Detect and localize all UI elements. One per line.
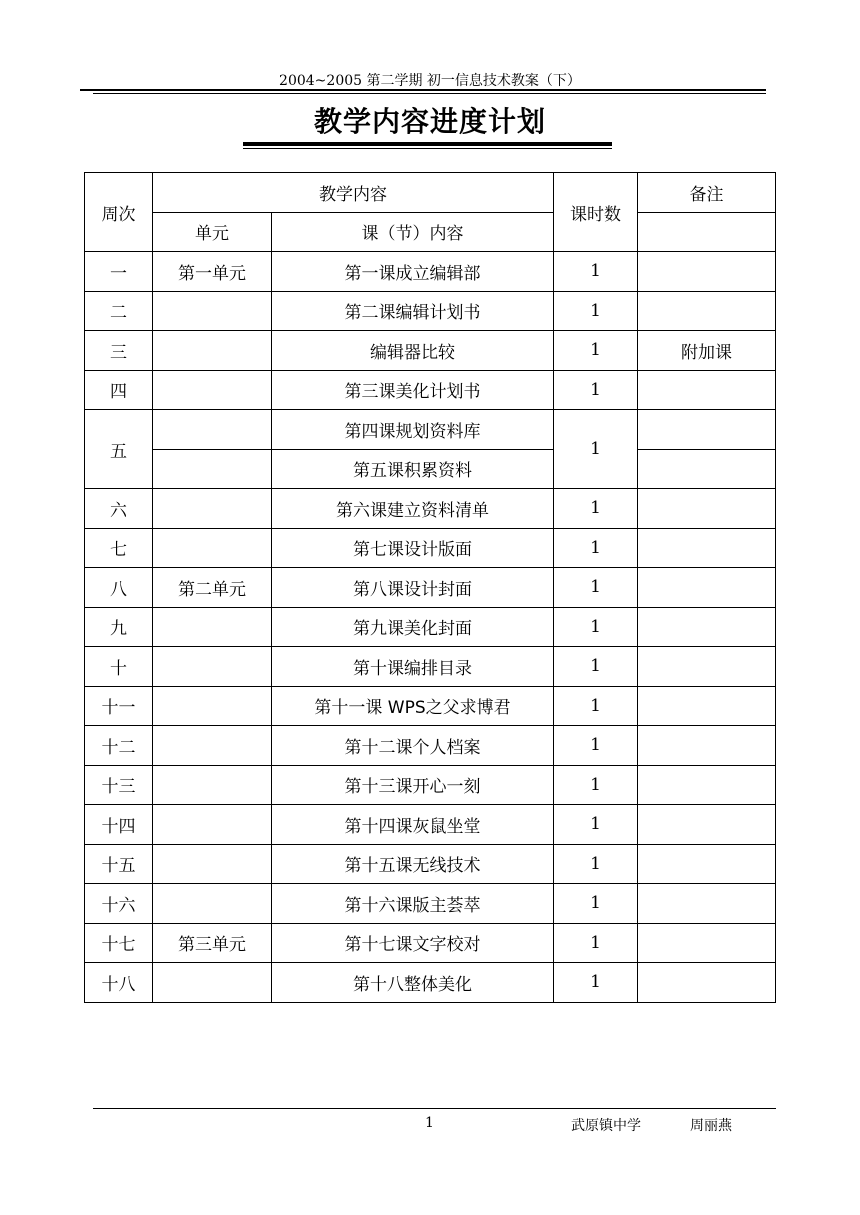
header-remark-blank xyxy=(638,212,776,252)
unit-cell xyxy=(153,291,272,331)
remark-cell xyxy=(638,963,776,1003)
table-row xyxy=(85,805,776,845)
remark-cell xyxy=(638,884,776,924)
header-remark: 备注 xyxy=(638,173,776,213)
lesson-cell: 第六课建立资料清单 xyxy=(272,489,554,529)
hours-cell: 1 xyxy=(554,765,638,805)
week-cell: 十七 xyxy=(85,923,153,963)
unit-cell xyxy=(153,805,272,845)
hours-cell: 1 xyxy=(554,844,638,884)
table-row xyxy=(85,647,776,687)
table-row xyxy=(85,568,776,608)
schedule-table xyxy=(84,172,776,1003)
header-unit: 单元 xyxy=(153,212,272,252)
table-row xyxy=(85,489,776,529)
unit-cell xyxy=(153,765,272,805)
hours-cell: 1 xyxy=(554,963,638,1003)
week-cell: 十八 xyxy=(85,963,153,1003)
table-row xyxy=(85,686,776,726)
header-rule-thin xyxy=(93,93,766,94)
table-row xyxy=(85,331,776,371)
remark-cell xyxy=(638,449,776,489)
unit-cell xyxy=(153,726,272,766)
footer-school: 武原镇中学 xyxy=(571,1118,641,1134)
unit-cell xyxy=(153,686,272,726)
remark-cell xyxy=(638,252,776,292)
hours-cell: 1 xyxy=(554,647,638,687)
hours-cell: 1 xyxy=(554,528,638,568)
lesson-cell: 第三课美化计划书 xyxy=(272,370,554,410)
table-row xyxy=(85,607,776,647)
footer-author: 周丽燕 xyxy=(690,1118,732,1134)
week-cell: 十二 xyxy=(85,726,153,766)
title-underline-thin xyxy=(243,148,612,149)
hours-cell: 1 xyxy=(554,884,638,924)
remark-cell xyxy=(638,844,776,884)
header-rule xyxy=(80,89,766,91)
week-cell: 七 xyxy=(85,528,153,568)
remark-cell xyxy=(638,410,776,450)
lesson-cell: 第十八整体美化 xyxy=(272,963,554,1003)
remark-cell xyxy=(638,765,776,805)
unit-cell xyxy=(153,528,272,568)
lesson-cell: 第十五课无线技术 xyxy=(272,844,554,884)
table-row xyxy=(85,884,776,924)
remark-cell xyxy=(638,686,776,726)
week-cell: 四 xyxy=(85,370,153,410)
header-lesson: 课（节）内容 xyxy=(272,212,554,252)
hours-cell: 1 xyxy=(554,489,638,529)
week-cell: 九 xyxy=(85,607,153,647)
week-cell: 二 xyxy=(85,291,153,331)
table-row xyxy=(85,765,776,805)
unit-cell xyxy=(153,489,272,529)
lesson-cell: 第七课设计版面 xyxy=(272,528,554,568)
week-cell: 六 xyxy=(85,489,153,529)
unit-cell: 第二单元 xyxy=(153,568,272,608)
table-row xyxy=(85,963,776,1003)
lesson-cell: 第十课编排目录 xyxy=(272,647,554,687)
remark-cell xyxy=(638,923,776,963)
lesson-cell: 第十四课灰鼠坐堂 xyxy=(272,805,554,845)
remark-cell xyxy=(638,291,776,331)
lesson-cell: 第五课积累资料 xyxy=(272,449,554,489)
title-underline xyxy=(243,142,612,146)
table-header-row xyxy=(85,173,776,213)
hours-cell: 1 xyxy=(554,410,638,489)
week-cell: 十四 xyxy=(85,805,153,845)
week-cell: 十三 xyxy=(85,765,153,805)
lesson-cell: 第四课规划资料库 xyxy=(272,410,554,450)
table-row xyxy=(85,844,776,884)
table-row xyxy=(85,291,776,331)
remark-cell xyxy=(638,568,776,608)
lesson-cell: 第十三课开心一刻 xyxy=(272,765,554,805)
page-title: 教学内容进度计划 xyxy=(313,105,546,138)
hours-cell: 1 xyxy=(554,568,638,608)
unit-cell xyxy=(153,884,272,924)
hours-cell: 1 xyxy=(554,607,638,647)
remark-cell xyxy=(638,647,776,687)
week-cell: 一 xyxy=(85,252,153,292)
header-week: 周次 xyxy=(85,173,153,252)
unit-cell xyxy=(153,963,272,1003)
week-cell: 十五 xyxy=(85,844,153,884)
week-cell: 十六 xyxy=(85,884,153,924)
remark-cell xyxy=(638,607,776,647)
remark-cell xyxy=(638,726,776,766)
lesson-cell: 第十一课 WPS之父求博君 xyxy=(272,686,554,726)
unit-cell xyxy=(153,410,272,450)
week-cell: 十 xyxy=(85,647,153,687)
unit-cell xyxy=(153,331,272,371)
lesson-cell: 编辑器比较 xyxy=(272,331,554,371)
table-row xyxy=(85,923,776,963)
lesson-cell: 第十七课文字校对 xyxy=(272,923,554,963)
unit-cell xyxy=(153,449,272,489)
remark-cell xyxy=(638,805,776,845)
unit-cell: 第一单元 xyxy=(153,252,272,292)
hours-cell: 1 xyxy=(554,726,638,766)
remark-cell: 附加课 xyxy=(638,331,776,371)
hours-cell: 1 xyxy=(554,252,638,292)
header-content: 教学内容 xyxy=(153,173,554,213)
hours-cell: 1 xyxy=(554,291,638,331)
table-row xyxy=(85,410,776,450)
lesson-cell: 第二课编辑计划书 xyxy=(272,291,554,331)
hours-cell: 1 xyxy=(554,923,638,963)
footer-rule xyxy=(93,1108,776,1109)
page-header: 2004~2005 第二学期 初一信息技术教案（下） xyxy=(279,73,581,89)
week-cell: 五 xyxy=(85,410,153,489)
hours-cell: 1 xyxy=(554,331,638,371)
page-number: 1 xyxy=(425,1115,434,1131)
table-row xyxy=(85,449,776,489)
unit-cell xyxy=(153,647,272,687)
table-row xyxy=(85,252,776,292)
table-row xyxy=(85,726,776,766)
lesson-cell: 第十六课版主荟萃 xyxy=(272,884,554,924)
header-hours: 课时数 xyxy=(554,173,638,252)
hours-cell: 1 xyxy=(554,805,638,845)
week-cell: 八 xyxy=(85,568,153,608)
table-row xyxy=(85,370,776,410)
lesson-cell: 第八课设计封面 xyxy=(272,568,554,608)
unit-cell xyxy=(153,607,272,647)
lesson-cell: 第十二课个人档案 xyxy=(272,726,554,766)
hours-cell: 1 xyxy=(554,370,638,410)
remark-cell xyxy=(638,370,776,410)
table-subheader-row xyxy=(85,212,776,252)
remark-cell xyxy=(638,489,776,529)
unit-cell xyxy=(153,370,272,410)
lesson-cell: 第九课美化封面 xyxy=(272,607,554,647)
remark-cell xyxy=(638,528,776,568)
table-row xyxy=(85,528,776,568)
unit-cell: 第三单元 xyxy=(153,923,272,963)
week-cell: 十一 xyxy=(85,686,153,726)
lesson-cell: 第一课成立编辑部 xyxy=(272,252,554,292)
hours-cell: 1 xyxy=(554,686,638,726)
unit-cell xyxy=(153,844,272,884)
week-cell: 三 xyxy=(85,331,153,371)
